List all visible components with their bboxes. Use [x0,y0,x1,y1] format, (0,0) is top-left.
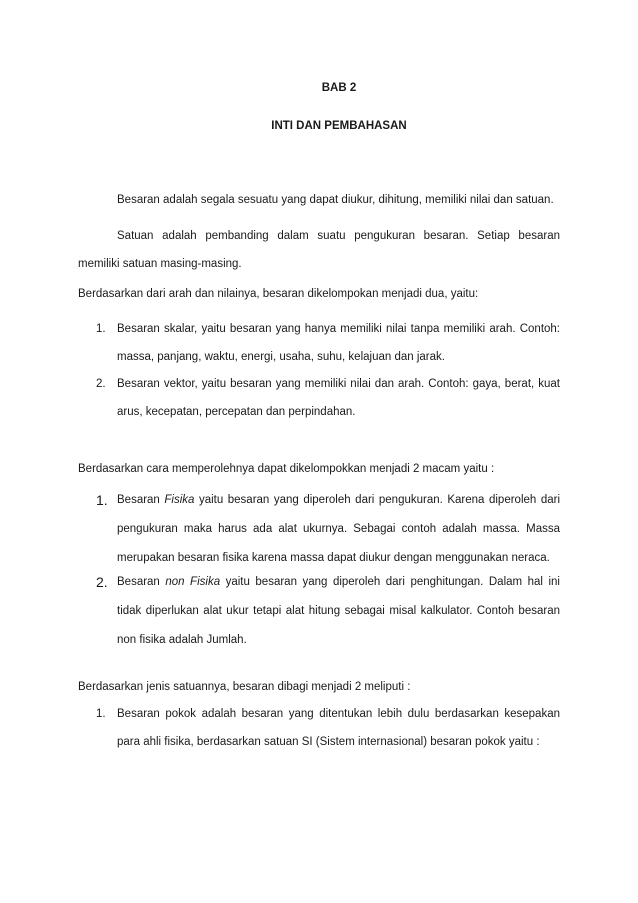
list-item-text: Besaran vektor, yaitu besaran yang memiliki nilai dan arah. Contoh: gaya, berat, kuat arus, kecepatan, percepatan dan perpindahan. [117,378,560,418]
paragraph-cara-memperoleh-intro: Berdasarkan cara memperolehnya dapat dikelompokkan menjadi 2 macam yaitu : [78,463,495,475]
list-number: 2. [96,574,108,590]
chapter-subtitle: INTI DAN PEMBAHASAN [271,120,407,132]
italic-term: Fisika [164,494,195,506]
paragraph-besaran-definition: Besaran adalah segala sesuatu yang dapat diukur, dihitung, memiliki nilai dan satuan. [117,194,554,206]
list-number: 1. [96,708,106,720]
list-item-text: Besaran Fisika yaitu besaran yang diperoleh dari pengukuran. Karena diperoleh dari pengukuran maka harus ada alat ukurnya. Sebagai contoh adalah massa. Massa merupakan besaran fisika karena massa dapat diukur dengan menggunakan neraca. [117,494,561,564]
list-number: 2. [96,378,106,390]
paragraph-arah-nilai-intro: Berdasarkan dari arah dan nilainya, besaran dikelompokan menjadi dua, yaitu: [78,288,479,300]
list-item-text: Besaran non Fisika yaitu besaran yang diperoleh dari penghitungan. Dalam hal ini tidak diperlukan alat ukur tetapi alat hitung sebagai misal kalkulator. Contoh besaran non fisika adalah Jumlah. [117,576,560,646]
list-item-text: Besaran skalar, yaitu besaran yang hanya memiliki nilai tanpa memiliki arah. Contoh: massa, panjang, waktu, energi, usaha, suhu, kelajuan dan jarak. [117,323,560,363]
paragraph-satuan-definition: Satuan adalah pembanding dalam suatu pengukuran besaran. Setiap besaran memiliki satuan masing-masing. [78,230,560,270]
paragraph-jenis-satuan-intro: Berdasarkan jenis satuannya, besaran dibagi menjadi 2 meliputi : [78,681,411,693]
list-number: 1. [96,323,106,335]
italic-term: non Fisika [165,576,221,588]
list-item-text: Besaran pokok adalah besaran yang ditentukan lebih dulu berdasarkan kesepakan para ahli fisika, berdasarkan satuan SI (Sistem internasional) besaran pokok yaitu : [117,708,560,748]
chapter-heading: BAB 2 [321,82,357,94]
list-number: 1. [96,492,108,508]
